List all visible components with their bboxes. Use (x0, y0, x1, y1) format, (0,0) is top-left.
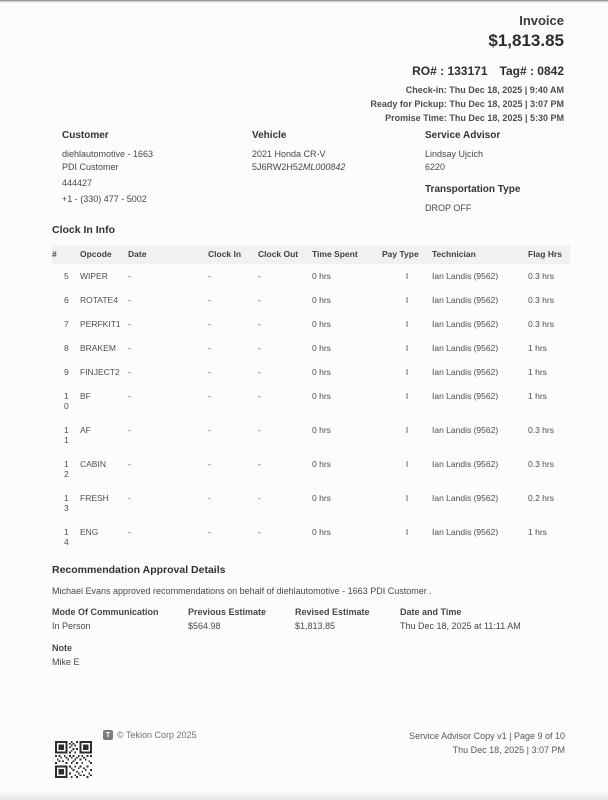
transportation-label: Transportation Type (425, 184, 521, 195)
cell-flag-hrs: 1 hrs (528, 343, 547, 353)
cell-date: - (128, 459, 131, 469)
column-header: Time Spent (312, 249, 358, 259)
cell-date: - (128, 295, 131, 305)
cell-clock-out: - (258, 391, 261, 401)
table-row (52, 486, 570, 520)
vehicle-label: Vehicle (252, 130, 287, 141)
cell-pay-type: I (405, 527, 409, 537)
cell-opcode: BRAKEM (80, 343, 116, 353)
column-header: Pay Type (382, 249, 419, 259)
cell-opcode: ROTATE4 (80, 295, 118, 305)
table-row (52, 312, 570, 336)
column-header: Date (128, 249, 147, 259)
table-row (52, 360, 570, 384)
cell-clock-in: - (208, 343, 211, 353)
cell-pay-type: I (405, 425, 409, 435)
customer-name-line2: PDI Customer (62, 162, 119, 172)
cell-time-spent: 0 hrs (312, 319, 331, 329)
info-section (62, 130, 568, 215)
approval-field (188, 607, 295, 631)
column-header: # (52, 249, 57, 259)
approval-field (295, 607, 400, 631)
approval-field-label: Previous Estimate (188, 607, 267, 617)
cell-technician: Ian Landis (9562) (432, 527, 499, 537)
service-advisor-id: 6220 (425, 162, 446, 172)
cell-clock-in: - (208, 319, 211, 329)
cell-opcode: FRESH (80, 493, 109, 503)
cell-row-number: 9 (64, 367, 69, 377)
transportation-block (425, 184, 568, 215)
qr-code (55, 741, 92, 778)
customer-name-line1: diehlautomotive - 1663 (62, 149, 154, 159)
cell-pay-type: I (405, 459, 409, 469)
column-header: Clock In (208, 249, 242, 259)
table-row (52, 418, 570, 452)
cell-clock-out: - (258, 493, 261, 503)
table-row (52, 520, 570, 554)
cell-time-spent: 0 hrs (312, 493, 331, 503)
cell-clock-out: - (258, 319, 261, 329)
approval-note (52, 643, 570, 667)
cell-flag-hrs: 1 hrs (528, 527, 547, 537)
cell-clock-in: - (208, 295, 211, 305)
note-value: Mike E (52, 657, 80, 667)
cell-row-number: 8 (64, 343, 69, 353)
cell-clock-in: - (208, 493, 211, 503)
cell-clock-in: - (208, 527, 211, 537)
vin-masked: ML000842 (302, 162, 346, 172)
cell-clock-out: - (258, 527, 261, 537)
vehicle-vin (252, 161, 425, 174)
column-header: Opcode (80, 249, 112, 259)
cell-time-spent: 0 hrs (312, 459, 331, 469)
printed-datetime: Thu Dec 18, 2025 | 3:07 PM (452, 745, 565, 755)
vehicle-model: 2021 Honda CR-V (252, 149, 326, 159)
cell-clock-out: - (258, 425, 261, 435)
cell-row-number: 14 (64, 527, 69, 547)
cell-opcode: CABIN (80, 459, 106, 469)
cell-date: - (128, 425, 131, 435)
vehicle-block (252, 130, 425, 215)
scan-edge-bottom (0, 791, 608, 800)
cell-technician: Ian Landis (9562) (432, 367, 499, 377)
vin-prefix: 5J6RW2H52 (252, 162, 303, 172)
cell-date: - (128, 391, 131, 401)
clock-in-title: Clock In Info (52, 224, 115, 236)
table-row (52, 288, 570, 312)
approval-field (52, 607, 188, 631)
approval-statement: Michael Evans approved recommendations on behalf of diehlautomotive - 1663 PDI Customer . (52, 586, 432, 596)
copy-version-page: Service Advisor Copy v1 | Page 9 of 10 (409, 731, 565, 741)
tag-number: Tag# : 0842 (499, 64, 564, 78)
cell-time-spent: 0 hrs (312, 367, 331, 377)
footer-page-info (409, 729, 565, 757)
table-row (52, 452, 570, 486)
column-header: Technician (432, 249, 476, 259)
cell-clock-out: - (258, 367, 261, 377)
cell-time-spent: 0 hrs (312, 343, 331, 353)
cell-date: - (128, 343, 131, 353)
cell-time-spent: 0 hrs (312, 425, 331, 435)
cell-row-number: 10 (64, 391, 69, 411)
cell-pay-type: I (405, 391, 409, 401)
cell-flag-hrs: 0.2 hrs (528, 493, 554, 503)
table-row (52, 336, 570, 360)
approval-field-label: Mode Of Communication (52, 607, 159, 617)
cell-opcode: WIPER (80, 271, 108, 281)
cell-flag-hrs: 0.3 hrs (528, 295, 554, 305)
cell-pay-type: I (405, 367, 409, 377)
cell-pay-type: I (405, 493, 409, 503)
invoice-amount: $1,813.85 (488, 31, 564, 50)
approval-section (52, 564, 570, 667)
cell-opcode: BF (80, 391, 91, 401)
approval-field-value: $1,813.85 (295, 621, 336, 631)
cell-clock-in: - (208, 425, 211, 435)
cell-opcode: ENG (80, 527, 99, 537)
approval-field-label: Revised Estimate (295, 607, 370, 617)
cell-pay-type: I (405, 271, 409, 281)
invoice-header (370, 13, 564, 125)
approval-field-value: $564.98 (188, 621, 221, 631)
checkin-time: Check-in: Thu Dec 18, 2025 | 9:40 AM (405, 85, 564, 95)
cell-technician: Ian Landis (9562) (432, 459, 499, 469)
approval-field-label: Date and Time (400, 607, 462, 617)
cell-clock-out: - (258, 271, 261, 281)
approval-field-value: In Person (52, 621, 91, 631)
cell-date: - (128, 367, 131, 377)
cell-technician: Ian Landis (9562) (432, 425, 499, 435)
cell-flag-hrs: 1 hrs (528, 391, 547, 401)
column-header: Flag Hrs (528, 249, 563, 259)
cell-clock-in: - (208, 367, 211, 377)
cell-technician: Ian Landis (9562) (432, 319, 499, 329)
column-header: Clock Out (258, 249, 299, 259)
footer-copyright (103, 730, 197, 740)
cell-date: - (128, 271, 131, 281)
approval-field-value: Thu Dec 18, 2025 at 11:11 AM (400, 621, 521, 631)
ro-tag-line (370, 64, 564, 78)
clock-in-section (52, 224, 570, 554)
table-row (52, 384, 570, 418)
invoice-title: Invoice (519, 13, 564, 28)
cell-date: - (128, 319, 131, 329)
cell-technician: Ian Landis (9562) (432, 493, 499, 503)
cell-time-spent: 0 hrs (312, 295, 331, 305)
copyright-text: © Tekion Corp 2025 (117, 730, 197, 740)
ready-for-pickup-time: Ready for Pickup: Thu Dec 18, 2025 | 3:07 PM (370, 99, 564, 109)
cell-opcode: FINJECT2 (80, 367, 120, 377)
cell-technician: Ian Landis (9562) (432, 295, 499, 305)
cell-flag-hrs: 0.3 hrs (528, 271, 554, 281)
cell-clock-in: - (208, 391, 211, 401)
table-body (52, 264, 570, 554)
cell-row-number: 11 (64, 425, 69, 445)
customer-phone: +1 - (330) 477 - 5002 (62, 194, 147, 204)
table-row (52, 264, 570, 288)
cell-opcode: PERFKIT1 (80, 319, 121, 329)
approval-field (400, 607, 570, 631)
service-advisor-name: Lindsay Ujcich (425, 149, 484, 159)
cell-flag-hrs: 1 hrs (528, 367, 547, 377)
cell-flag-hrs: 0.3 hrs (528, 319, 554, 329)
cell-time-spent: 0 hrs (312, 391, 331, 401)
cell-clock-in: - (208, 271, 211, 281)
cell-flag-hrs: 0.3 hrs (528, 459, 554, 469)
transportation-value: DROP OFF (425, 203, 472, 213)
cell-row-number: 6 (64, 295, 69, 305)
cell-pay-type: I (405, 343, 409, 353)
ro-number: RO# : 133171 (412, 64, 488, 78)
cell-row-number: 12 (64, 459, 69, 479)
customer-block (62, 130, 252, 215)
cell-technician: Ian Landis (9562) (432, 343, 499, 353)
cell-date: - (128, 527, 131, 537)
cell-technician: Ian Landis (9562) (432, 391, 499, 401)
scan-edge-top (0, 0, 608, 3)
cell-row-number: 5 (64, 271, 69, 281)
cell-time-spent: 0 hrs (312, 527, 331, 537)
cell-opcode: AF (80, 425, 91, 435)
cell-clock-out: - (258, 295, 261, 305)
cell-technician: Ian Landis (9562) (432, 271, 499, 281)
cell-clock-out: - (258, 343, 261, 353)
approval-fields (52, 607, 570, 631)
clock-in-table (52, 245, 570, 554)
cell-pay-type: I (405, 319, 409, 329)
cell-clock-out: - (258, 459, 261, 469)
service-advisor-label: Service Advisor (425, 130, 501, 141)
advisor-block (425, 130, 568, 215)
cell-time-spent: 0 hrs (312, 271, 331, 281)
cell-flag-hrs: 0.3 hrs (528, 425, 554, 435)
promise-time: Promise Time: Thu Dec 18, 2025 | 5:30 PM (385, 113, 564, 123)
cell-clock-in: - (208, 459, 211, 469)
cell-date: - (128, 493, 131, 503)
note-label: Note (52, 643, 72, 653)
cell-row-number: 13 (64, 493, 69, 513)
customer-label: Customer (62, 130, 109, 141)
cell-row-number: 7 (64, 319, 69, 329)
table-header-row (52, 245, 570, 264)
header-dates (370, 83, 564, 125)
customer-id: 444427 (62, 178, 93, 188)
approval-title: Recommendation Approval Details (52, 564, 226, 576)
tekion-logo-icon: T (103, 730, 113, 740)
cell-pay-type: I (405, 295, 409, 305)
